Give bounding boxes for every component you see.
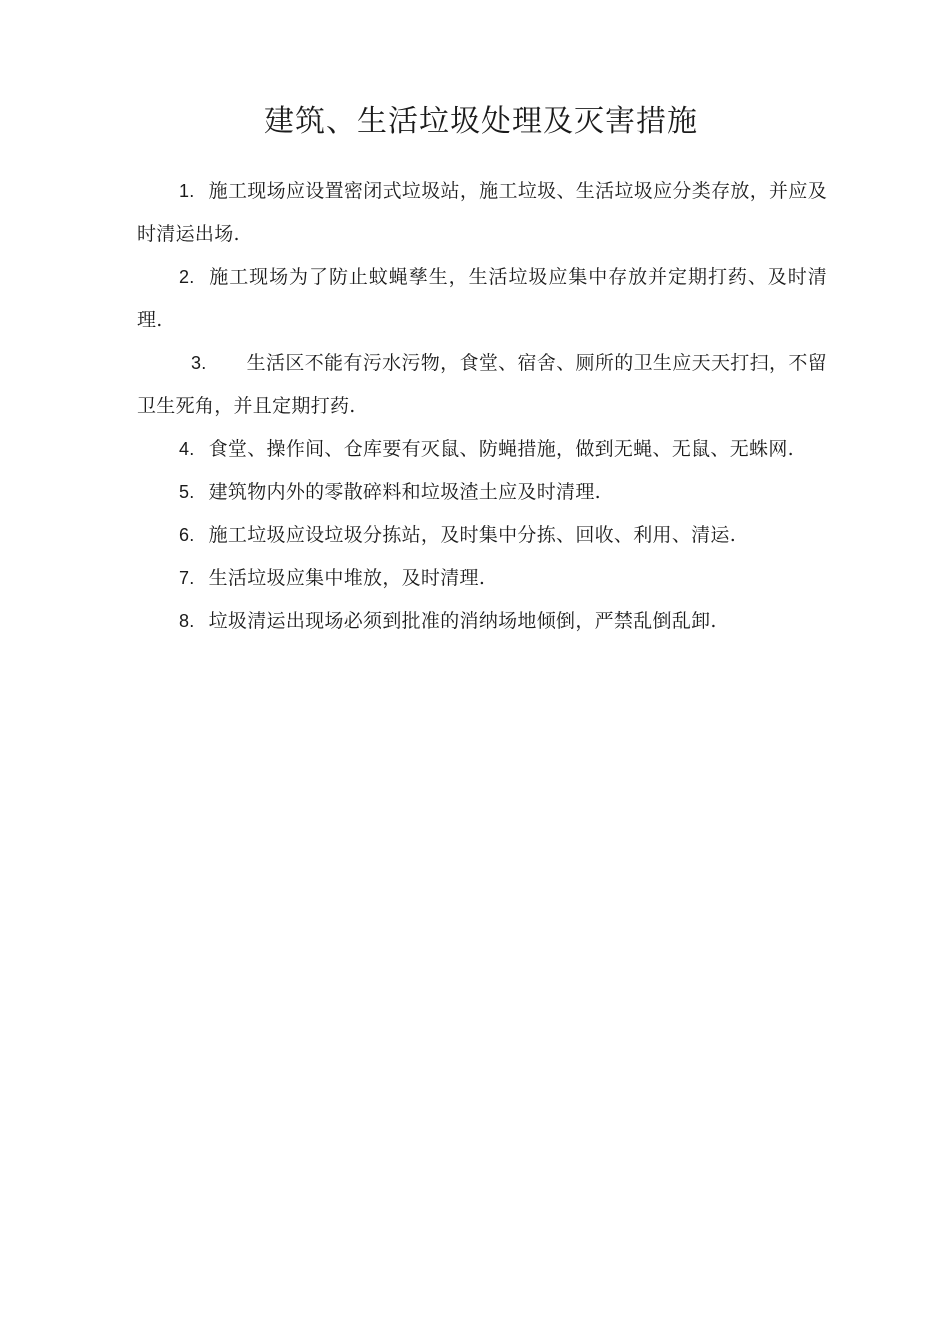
list-item	[137, 170, 827, 256]
list-item	[137, 428, 827, 471]
item-number: 5.	[179, 482, 195, 502]
item-number: 3.	[191, 353, 207, 373]
item-number: 8.	[179, 611, 195, 631]
list-item	[137, 342, 827, 428]
item-number: 6.	[179, 525, 195, 545]
item-text: 建筑物内外的零散碎料和垃圾渣土应及时清理.	[208, 481, 601, 503]
list-item	[137, 514, 827, 557]
measure-list	[137, 170, 827, 643]
item-text: 垃圾清运出现场必须到批准的消纳场地倾倒，严禁乱倒乱卸.	[208, 610, 717, 632]
list-item	[137, 471, 827, 514]
item-number: 7.	[179, 568, 195, 588]
item-number: 1.	[179, 181, 195, 201]
item-text: 施工垃圾应设垃圾分拣站，及时集中分拣、回收、利用、清运.	[208, 524, 737, 546]
item-text: 施工现场为了防止蚊蝇孳生，生活垃圾应集中存放并定期打药、及时清理.	[137, 266, 827, 331]
item-text: 生活垃圾应集中堆放，及时清理.	[208, 567, 486, 589]
list-item	[137, 600, 827, 643]
list-item	[137, 256, 827, 342]
item-text: 施工现场应设置密闭式垃圾站，施工垃圾、生活垃圾应分类存放，并应及时清运出场.	[137, 180, 827, 245]
page-title: 建筑、生活垃圾处理及灭害措施	[264, 104, 698, 139]
item-number: 2.	[179, 267, 195, 287]
item-text: 生活区不能有污水污物，食堂、宿舍、厕所的卫生应天天打扫，不留卫生死角，并且定期打药.	[137, 352, 827, 417]
list-item	[137, 557, 827, 600]
item-number: 4.	[179, 439, 195, 459]
item-text: 食堂、操作间、仓库要有灭鼠、防蝇措施，做到无蝇、无鼠、无蛛网.	[208, 438, 794, 460]
